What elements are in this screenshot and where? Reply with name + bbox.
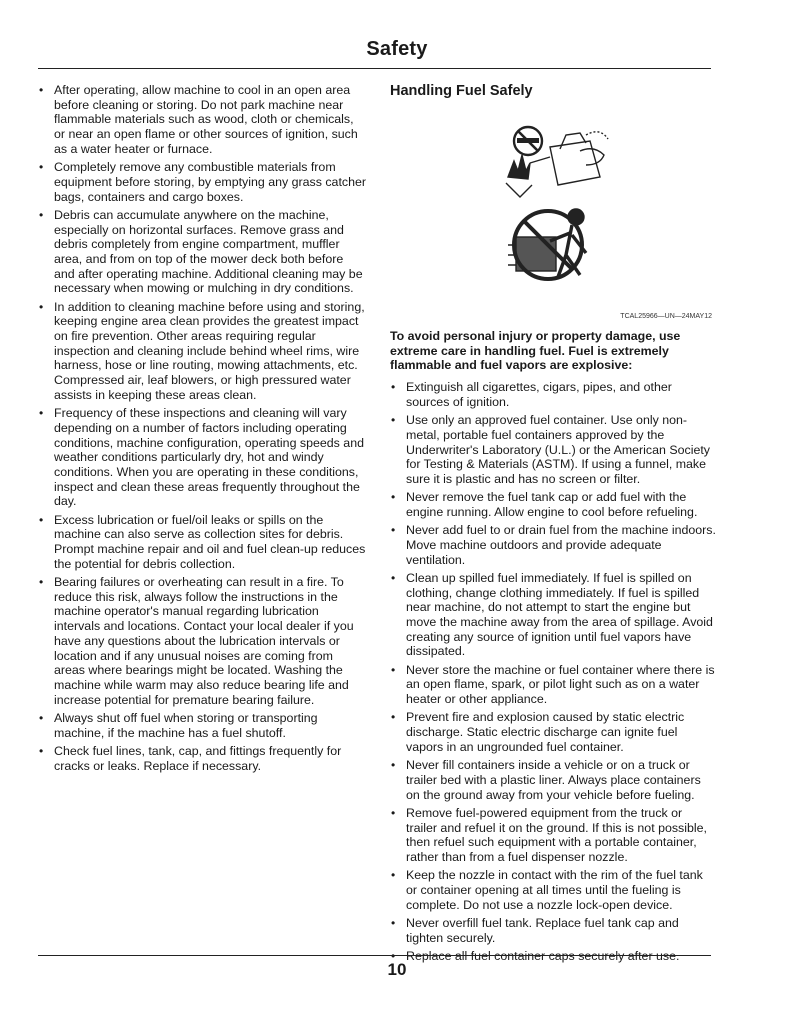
left-column bbox=[38, 83, 366, 777]
list-item: • Debris can accumulate anywhere on the machine, especially on horizontal surfaces. Remove grass and debris completely from engine compartment, muffler area, and from on top of the mower deck both before and after operating machine. Additional cleaning may be necessary when mowing or mulching in dry conditions. bbox=[38, 208, 366, 296]
list-item: • Frequency of these inspections and cleaning will vary depending on a number of factors including operating conditions, machine configuration, operating speeds and weather conditions particularly dry, hot and windy conditions. When you are operating in these conditions, inspect and clean these areas frequently throughout the day. bbox=[38, 406, 366, 509]
list-item: • Clean up spilled fuel immediately. If fuel is spilled on clothing, change clothing immediately. If fuel is spilled near machine, do not attempt to start the engine but move the machine away from the area of spillage. Avoid creating any source of ignition until fuel vapors have dissipated. bbox=[390, 571, 716, 659]
left-bullet-list bbox=[38, 83, 366, 773]
right-column bbox=[390, 83, 716, 967]
list-item: • After operating, allow machine to cool in an open area before cleaning or storing. Do not park machine near flammable materials such as wood, cloth or chemicals, or near an open flame or other sources of ignition, such as a water heater or furnace. bbox=[38, 83, 366, 157]
right-bullet-list bbox=[390, 380, 716, 964]
list-item: • Completely remove any combustible materials from equipment before storing, by emptying any grass catcher bags, containers and cargo boxes. bbox=[38, 160, 366, 204]
safety-illustration bbox=[390, 105, 716, 327]
list-item: • Never overfill fuel tank. Replace fuel tank cap and tighten securely. bbox=[390, 916, 716, 945]
page-title: Safety bbox=[366, 38, 428, 60]
list-item: • Extinguish all cigarettes, cigars, pipes, and other sources of ignition. bbox=[390, 380, 716, 409]
list-item: • In addition to cleaning machine before using and storing, keeping engine area clean provides the greatest impact on fire prevention. Other areas requiring regular inspection and cleaning include behind wheel rims, wire harness, hose or line routing, mowing attachments, etc. Compressed air, leaf blowers, or high pressured water assists in keeping these areas clean. bbox=[38, 300, 366, 403]
list-item: • Always shut off fuel when storing or transporting machine, if the machine has a fuel shutoff. bbox=[38, 711, 366, 740]
list-item: • Bearing failures or overheating can result in a fire. To reduce this risk, always follow the instructions in the machine operator's manual regarding lubrication intervals and locations. Contact your local dealer if you have any questions about the lubrication intervals or location and if any unusual noises are coming from areas where bearings might be located. Washing the machine while warm may also reduce bearing life and increase potential for premature bearing failure. bbox=[38, 575, 366, 707]
list-item: • Never fill containers inside a vehicle or on a truck or trailer bed with a plastic liner. Always place containers on the ground away from your vehicle before fueling. bbox=[390, 758, 716, 802]
figure-code: TCAL25966—UN—24MAY12 bbox=[620, 313, 712, 320]
no-person-engine-icon bbox=[508, 209, 586, 279]
footer-divider bbox=[38, 955, 711, 956]
no-smoking-fueling-icon bbox=[506, 127, 608, 197]
section-heading: Handling Fuel Safely bbox=[390, 83, 533, 99]
header-divider bbox=[38, 68, 711, 69]
list-item: • Never remove the fuel tank cap or add fuel with the engine running. Allow engine to cool before refueling. bbox=[390, 490, 716, 519]
page-number: 10 bbox=[387, 960, 407, 979]
list-item: • Replace all fuel container caps securely after use. bbox=[390, 949, 716, 964]
warning-statement: To avoid personal injury or property damage, use extreme care in handling fuel. Fuel is extremely flammable and fuel vapors are explosive: bbox=[390, 329, 681, 373]
list-item: • Never store the machine or fuel container where there is an open flame, spark, or pilot light such as on a water heater or other appliance. bbox=[390, 663, 716, 707]
list-item: • Never add fuel to or drain fuel from the machine indoors. Move machine outdoors and provide adequate ventilation. bbox=[390, 523, 716, 567]
list-item: • Keep the nozzle in contact with the rim of the fuel tank or container opening at all times until the fueling is complete. Do not use a nozzle lock-open device. bbox=[390, 868, 716, 912]
list-item: • Check fuel lines, tank, cap, and fittings frequently for cracks or leaks. Replace if necessary. bbox=[38, 744, 366, 773]
list-item: • Use only an approved fuel container. Use only non-metal, portable fuel containers approved by the Underwriter's Laboratory (U.L.) or the American Society for Testing & Materials (ASTM). If using a funnel, make sure it is plastic and has no screen or filter. bbox=[390, 413, 716, 487]
list-item: • Prevent fire and explosion caused by static electric discharge. Static electric discharge can ignite fuel vapors in an ungrounded fuel container. bbox=[390, 710, 716, 754]
list-item: • Remove fuel-powered equipment from the truck or trailer and refuel it on the ground. If this is not possible, then refuel such equipment with a portable container, rather than from a fuel dispenser nozzle. bbox=[390, 806, 716, 865]
list-item: • Excess lubrication or fuel/oil leaks or spills on the machine can also serve as collection sites for debris. Prompt machine repair and oil and fuel clean-up reduces the potential for debris collection. bbox=[38, 513, 366, 572]
